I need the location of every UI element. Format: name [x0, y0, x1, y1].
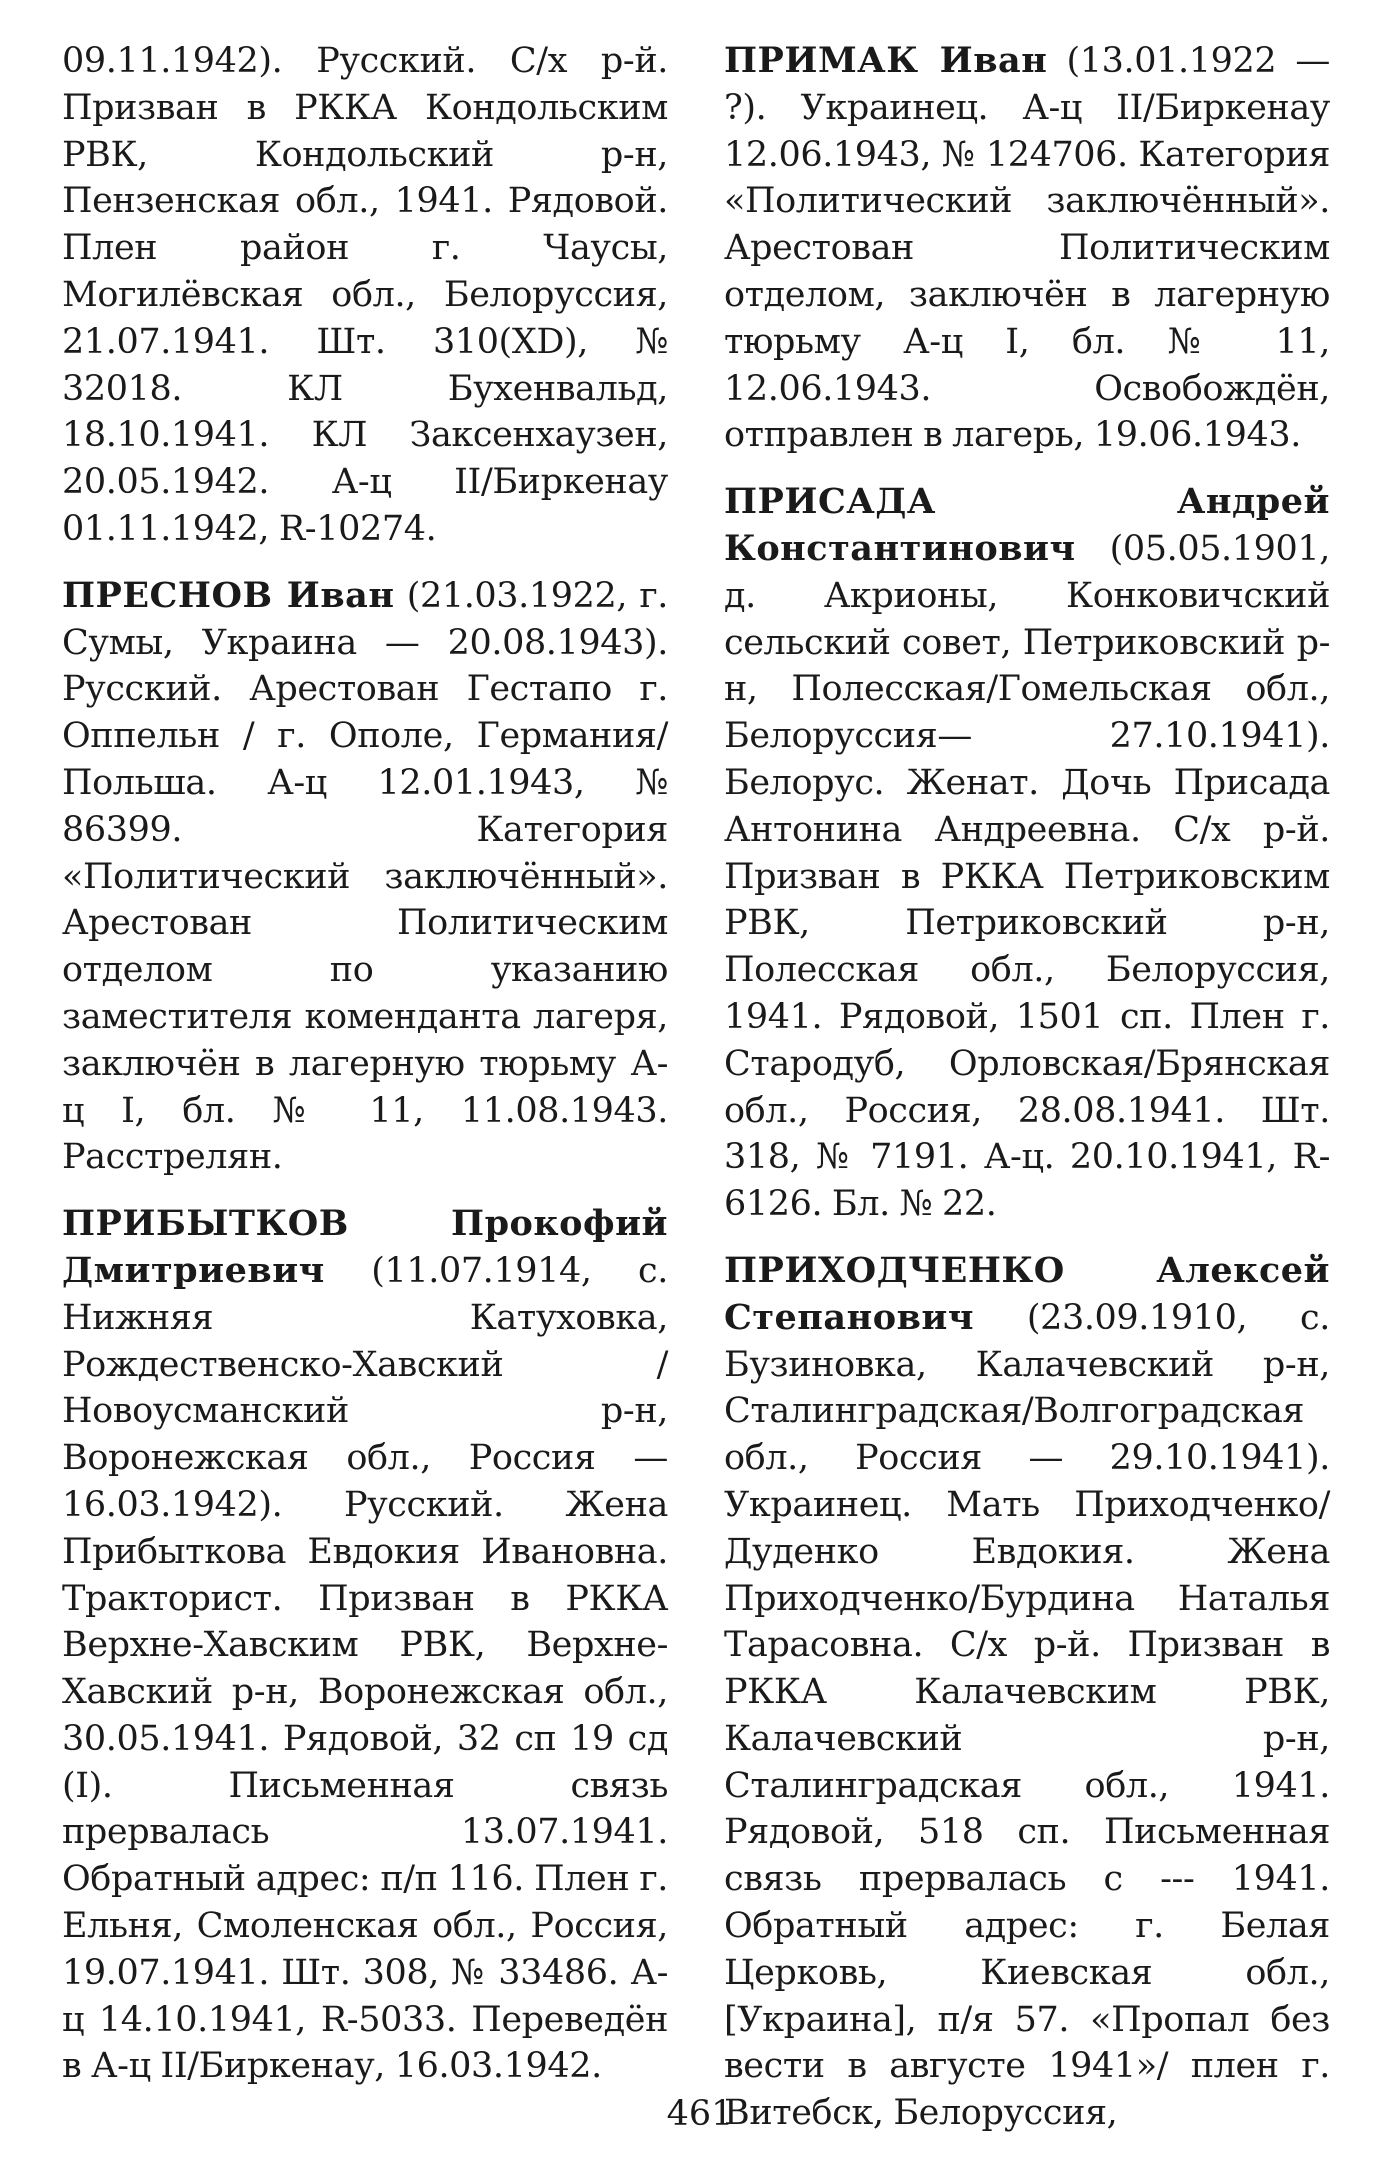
entry-presnov	[62, 573, 668, 1181]
page-number: 461	[666, 2094, 734, 2134]
entry-pribytkov	[62, 1201, 668, 2090]
entry-prisada	[724, 479, 1330, 1228]
right-column	[724, 38, 1330, 2157]
entry-text: (05.05.1901, д. Акрионы, Конковичский сельский совет, Петриковский р-н, Полесская/Гомельская обл., Белоруссия— 27.10.1941). Белорус. Женат. Дочь Присада Антонина Андреевна. С/х р-й. Призван в РККА Петриковским РВК, Петриковский р-н, Полесская обл., Белоруссия, 1941. Рядовой, 1501 сп. Плен г. Стародуб, Орловская/Брянская обл., Россия, 28.08.1941. Шт. 318, № 7191. А-ц. 20.10.1941, R-6126. Бл. № 22.	[724, 528, 1330, 1225]
entry-text: (21.03.1922, г. Сумы, Украина — 20.08.1943). Русский. Арестован Гестапо г. Оппельн / г. Ополе, Германия/Польша. А-ц 12.01.1943, № 86399. Категория «Политический заключённый». Арестован Политическим отделом по указанию заместителя коменданта лагеря, заключён в лагерную тюрьму А-ц I, бл. № 11, 11.08.1943. Расстрелян.	[62, 575, 669, 1178]
entry-text: (13.01.1922 — ?). Украинец. А-ц II/Биркенау 12.06.1943, № 124706. Категория «Политический заключённый». Арестован Политическим отделом, заключён в лагерную тюрьму А-ц I, бл. № 11, 12.06.1943. Освобождён, отправлен в лагерь, 19.06.1943.	[724, 41, 1330, 456]
entry-text: (11.07.1914, с. Нижняя Катуховка, Рождественско-Хавский / Новоусманский р-н, Воронежская обл., Россия — 16.03.1942). Русский. Жена Прибыткова Евдокия Ивановна. Тракторист. Призван в РККА Верхне-Хавским РВК, Верхне-Хавский р-н, Воронежская обл., 30.05.1941. Рядовой, 32 сп 19 сд (I). Письменная связь прервалась 13.07.1941. Обратный адрес: п/п 116. Плен г. Ельня, Смоленская обл., Россия, 19.07.1941. Шт. 308, № 33486. А-ц 14.10.1941, R-5033. Переведён в А-ц II/Биркенау, 16.03.1942.	[62, 1250, 668, 2087]
entry-prikhodchenko	[724, 1248, 1330, 2137]
left-column	[62, 38, 668, 2110]
entry-name: ПРИСАДА Андрей Константинович	[724, 481, 1330, 569]
entry-name: ПРИХОДЧЕНКО Алексей Степанович	[724, 1249, 1330, 1338]
continued-entry	[62, 38, 668, 553]
entry-text: 09.11.1942). Русский. С/х р-й. Призван в РККА Кондольским РВК, Кондольский р-н, Пензенская обл., 1941. Рядовой. Плен район г. Чаусы, Могилёвская обл., Белоруссия, 21.07.1941. Шт. 310(XD), № 32018. КЛ Бухенвальд, 18.10.1941. КЛ Заксенхаузен, 20.05.1942. А-ц II/Биркенау 01.11.1942, R-10274.	[62, 41, 668, 549]
entry-name: ПРИБЫТКОВ Прокофий Дмитриевич	[62, 1203, 668, 1291]
entry-text: (23.09.1910, с. Бузиновка, Калачевский р-н, Сталинградская/Волгоградская обл., Россия — 29.10.1941). Украинец. Мать Приходченко/Дуденко Евдокия. Жена Приходченко/Бурдина Наталья Тарасовна. С/х р-й. Призван в РККА Калачевским РВК, Калачевский р-н, Сталинградская обл., 1941. Рядовой, 518 сп. Письменная связь прервалась с --- 1941. Обратный адрес: г. Белая Церковь, Киевская обл., [Украина], п/я 57. «Пропал без вести в августе 1941»/ плен г. Витебск, Белоруссия,	[724, 1297, 1330, 2134]
entry-name: ПРИМАК Иван	[724, 40, 1048, 81]
entry-name: ПРЕСНОВ Иван	[62, 574, 395, 616]
entry-primak	[724, 38, 1330, 459]
